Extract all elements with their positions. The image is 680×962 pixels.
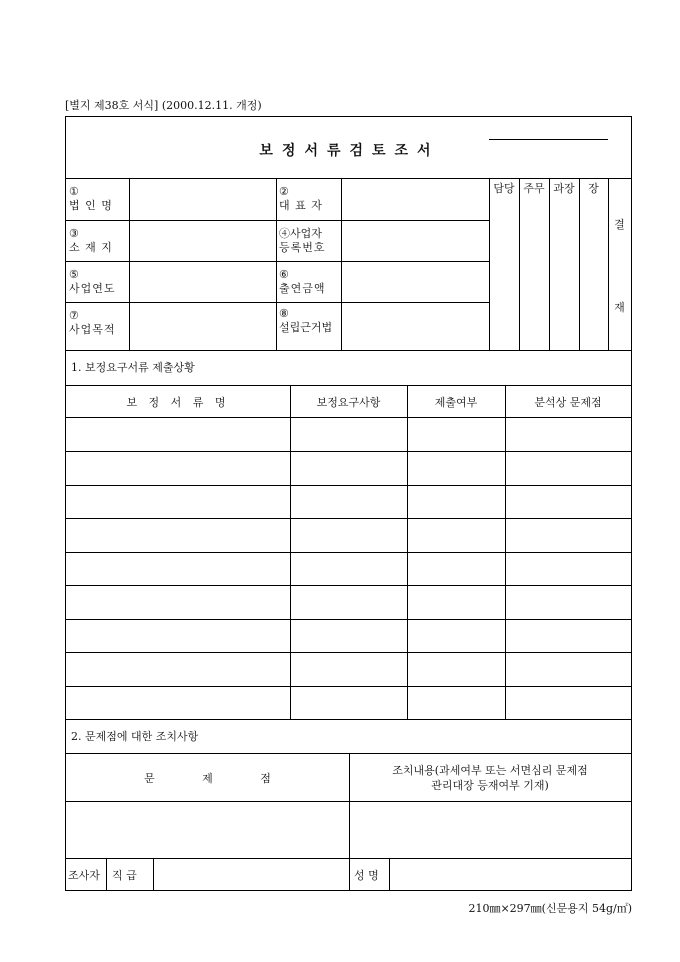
form-title: 보정서류검토조서: [259, 143, 440, 159]
inspector-col-line: [389, 858, 390, 891]
inspector-col-line: [106, 858, 107, 891]
table-row: [66, 485, 631, 486]
section1-col-requirement: 보정요구사항: [316, 396, 381, 409]
approval-header-staff: 담당: [493, 182, 515, 195]
business-year-label: ⑤ 사업연도: [69, 268, 116, 295]
approval-side-label-bottom: 재: [614, 301, 625, 314]
info-bottom-line: [66, 350, 631, 351]
location-label: ③ 소 재 지: [69, 227, 113, 254]
section1-bottom-line: [66, 719, 631, 720]
inspector-label: 조사자: [68, 869, 100, 882]
representative-label: ② 대 표 자: [279, 185, 323, 212]
table-row: [66, 552, 631, 553]
inspector-col-line: [153, 858, 154, 891]
approval-side-label-top: 결: [614, 218, 625, 231]
approval-header-manager: 주무: [523, 182, 545, 195]
form-reference-note: [별지 제38호 서식] (2000.12.11. 개정): [65, 99, 262, 112]
table-row: [66, 585, 631, 586]
approval-header-line: [489, 139, 608, 140]
section1-col-line: [290, 385, 291, 719]
paper-spec-note: 210㎜×297㎜(신문용지 54g/㎡): [468, 902, 632, 915]
table-row: [66, 518, 631, 519]
rank-label: 직 급: [112, 869, 137, 882]
approval-box: [66, 178, 631, 350]
business-reg-label: ④사업자 등록번호: [279, 227, 326, 254]
section1-col-line: [407, 385, 408, 719]
name-label: 성 명: [354, 869, 379, 882]
section2-title: 2. 문제점에 대한 조치사항: [71, 730, 199, 743]
inspector-col-line: [349, 858, 350, 891]
section1-col-line: [505, 385, 506, 719]
section1-header-line: [66, 417, 631, 418]
review-form: [65, 116, 632, 891]
section1-title-line: [66, 385, 631, 386]
section2-col-action-line1: 조치내용(과세여부 또는 서면심리 문제점: [392, 764, 588, 777]
contribution-label: ⑥ 출연금액: [279, 268, 326, 295]
table-row: [66, 686, 631, 687]
table-row: [66, 451, 631, 452]
table-row: [66, 652, 631, 653]
purpose-label: ⑦ 사업목적: [69, 309, 116, 336]
section1-col-document: 보 정 서 류 명: [126, 396, 230, 409]
section2-col-issue: 문 제 점: [144, 772, 271, 785]
section2-col-line: [349, 753, 350, 858]
section1-title: 1. 보정요구서류 제출상황: [71, 361, 195, 374]
section1-col-issues: 분석상 문제점: [534, 396, 602, 409]
section1-col-submitted: 제출여부: [434, 396, 478, 409]
legal-basis-label: ⑧ 설립근거법: [279, 307, 333, 334]
table-row: [66, 619, 631, 620]
corp-name-label: ① 법 인 명: [69, 185, 113, 212]
section2-col-action-line2: 관리대장 등재여부 기재): [431, 779, 549, 792]
approval-header-section-chief: 과장: [553, 182, 575, 195]
approval-header-head: 장: [588, 182, 599, 195]
